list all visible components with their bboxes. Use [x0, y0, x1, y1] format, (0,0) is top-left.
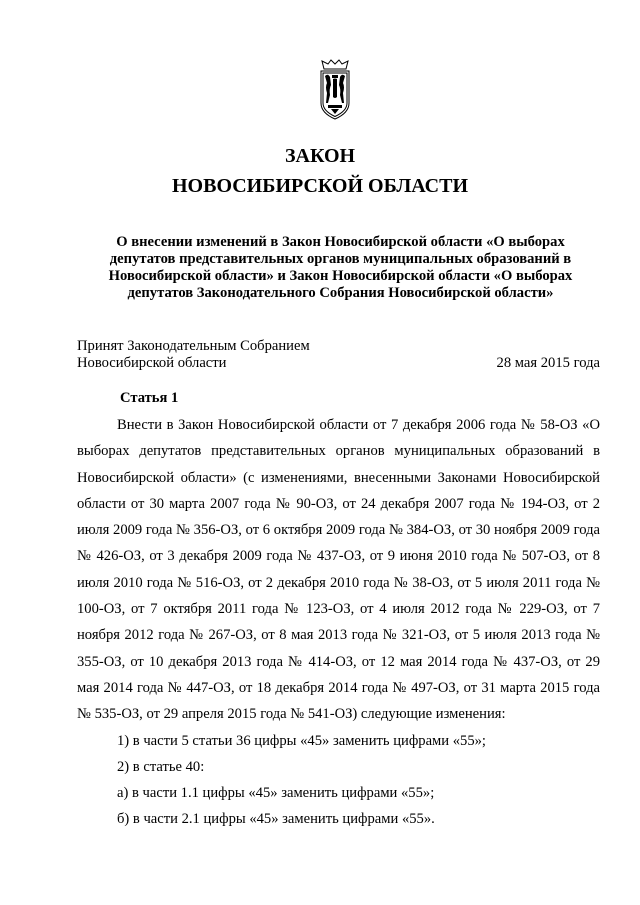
adoption-block	[77, 338, 600, 372]
article-body	[77, 412, 600, 833]
adoption-date: 28 мая 2015 года	[496, 355, 600, 371]
coat-of-arms-icon	[318, 59, 352, 121]
list-item: 1) в части 5 статьи 36 цифры «45» заменить цифрами «55»;	[117, 732, 486, 749]
adopted-by-region: Новосибирской области	[77, 355, 227, 371]
law-subject-line: Новосибирской области» и Закон Новосибирской области «О выборах	[108, 268, 573, 284]
law-subject-line: депутатов представительных органов муниципальных образований в	[109, 251, 572, 267]
list-item: а) в части 1.1 цифры «45» заменить цифрами «55»;	[117, 785, 435, 802]
list-item: 2) в статье 40:	[117, 758, 205, 775]
law-subject-line: О внесении изменений в Закон Новосибирской области «О выборах	[116, 234, 565, 250]
adopted-by-line: Принят Законодательным Собранием	[77, 338, 310, 354]
article-heading: Статья 1	[120, 390, 179, 406]
law-subject	[80, 234, 601, 302]
list-item: б) в части 2.1 цифры «45» заменить цифрами «55».	[117, 811, 435, 828]
law-subject-line: депутатов Законодательного Собрания Новосибирской области»	[127, 285, 554, 301]
law-title: ЗАКОН	[284, 145, 356, 167]
adoption-row	[77, 355, 600, 372]
region-title: НОВОСИБИРСКОЙ ОБЛАСТИ	[171, 175, 469, 197]
article-paragraph: Внести в Закон Новосибирской области от 7 декабря 2006 года № 58-ОЗ «О выборах депутатов представительных органов муниципальных образований в Новосибирской области» (с изменениями, внесенными Законами Новосибирской области от 30 марта 2007 года № 90-ОЗ, от 24 декабря 2007 года № 194-ОЗ, от 2 июля 2009 года № 356-ОЗ, от 6 октября 2009 года № 384-ОЗ, от 30 ноября 2009 года № 426-ОЗ, от 3 декабря 2009 года № 437-ОЗ, от 9 июня 2010 года № 507-ОЗ, от 8 июля 2010 года № 516-ОЗ, от 2 декабря 2010 года № 38-ОЗ, от 5 июля 2011 года № 100-ОЗ, от 7 октября 2011 года № 123-ОЗ, от 4 июля 2012 года № 229-ОЗ, от 7 ноября 2012 года № 267-ОЗ, от 8 мая 2013 года № 321-ОЗ, от 5 июля 2013 года № 355-ОЗ, от 10 декабря 2013 года № 414-ОЗ, от 12 мая 2014 года № 437-ОЗ, от 29 мая 2014 года № 447-ОЗ, от 18 декабря 2014 года № 497-ОЗ, от 31 марта 2015 года № 535-ОЗ, от 29 апреля 2015 года № 541-ОЗ) следующие изменения:	[77, 417, 600, 723]
